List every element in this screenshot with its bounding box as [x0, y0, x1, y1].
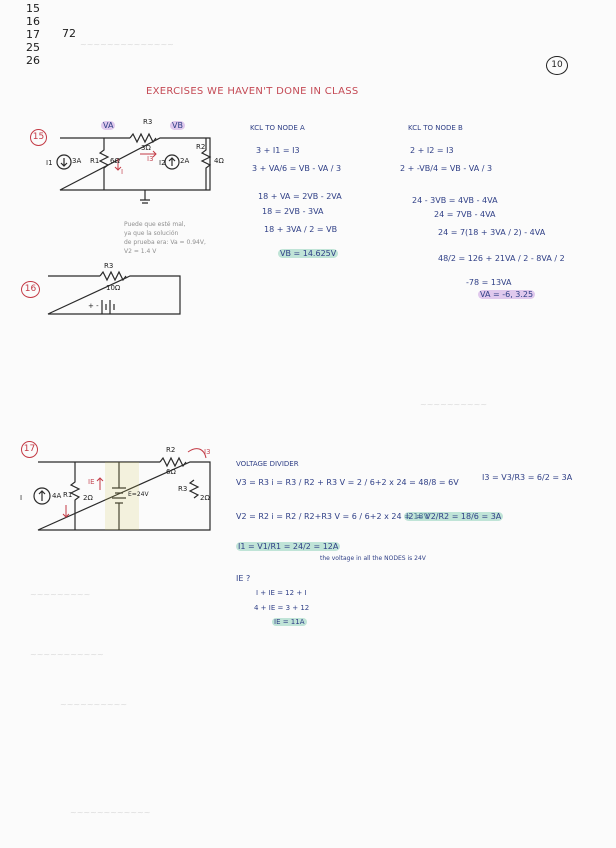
i3-label: I3 [204, 448, 211, 456]
ie-label: IE [88, 478, 95, 486]
circuit-15 [57, 134, 210, 203]
page-number: 10 [546, 56, 568, 75]
ie-line: I + IE = 12 + I [256, 589, 307, 597]
r1-current-label: I [121, 168, 124, 176]
kcl-b-line: 48/2 = 126 + 21VA / 2 - 8VA / 2 [438, 254, 565, 263]
r1-label: R1 [63, 491, 73, 499]
r2-label: R2 [166, 446, 176, 454]
bleed-through-text: ~~~~~~~~~~ [60, 700, 128, 709]
r3-label: R3 [178, 485, 188, 493]
r2-value: 6Ω [166, 468, 176, 476]
pencil-note: Puede que esté mal, ya que la solución de prueba era: Va = 0.94V, V2 = 1.4 V [124, 221, 206, 255]
vd-line-2: V2 = R2 i = R2 / R2+R3 V = 6 / 6+2 x 24 = 18V [236, 512, 429, 521]
kcl-a-line: 18 + 3VA / 2 = VB [264, 225, 338, 234]
i2-label: I2 [159, 159, 166, 167]
vd-note: the voltage in all the NODES is 24V [320, 555, 426, 562]
kcl-b-line: -78 = 13VA [466, 278, 512, 287]
i1-label: I1 [46, 159, 53, 167]
problem-number: 15 [30, 129, 47, 146]
r1-value: 6Ω [110, 157, 120, 165]
kcl-b-line: 2 + -VB/4 = VB - VA / 3 [400, 164, 493, 173]
kcl-b-line: 2 + I2 = I3 [410, 146, 454, 155]
vd-line-1: V3 = R3 i = R3 / R2 + R3 V = 2 / 6+2 x 24 = 48/8 = 6V [236, 478, 459, 487]
kcl-a-line: 18 = 2VB - 3VA [262, 207, 324, 216]
top-left-list: 15 16 17 25 26 [26, 2, 40, 67]
r1-label: R1 [90, 157, 100, 165]
ie-heading: IE ? [236, 574, 251, 583]
problem-number: 16 [21, 281, 40, 298]
source-value: 4A [52, 492, 62, 500]
vd-line-1-side: I3 = V3/R3 = 6/2 = 3A [482, 473, 573, 482]
source-current-label: I [20, 494, 23, 502]
node-b-label: VB [172, 121, 183, 130]
kcl-a-line: 3 + I1 = I3 [256, 146, 300, 155]
kcl-a-line: 18 + VA = 2VB - 2VA [258, 192, 342, 201]
ie-line: 4 + IE = 3 + 12 [254, 604, 310, 612]
circuit-16 [48, 272, 180, 314]
kcl-b-line: 24 = 7VB - 4VA [434, 210, 496, 219]
voltage-divider-heading: VOLTAGE DIVIDER [236, 460, 299, 468]
bleed-through-text: ~~~~~~~~~~~~ [70, 808, 151, 817]
current-arrow-i [63, 505, 69, 517]
r3-label: R3 [143, 118, 153, 126]
kcl-b-line: 24 = 7(18 + 3VA / 2) - 4VA [438, 228, 546, 237]
source1-value: 3A [72, 157, 82, 165]
r3-value: 3Ω [141, 144, 151, 152]
bleed-through-text: ~~~~~~~~~~~ [30, 650, 104, 659]
page-title: EXERCISES WE HAVEN'T DONE IN CLASS [146, 86, 359, 97]
current-arrow-ie [97, 478, 103, 490]
kcl-b-result: VA = -6, 3.25 [480, 290, 534, 299]
kcl-b-line: 24 - 3VB = 4VB - 4VA [412, 196, 498, 205]
r-label: R3 [104, 262, 114, 270]
bleed-through-text: ~~~~~~~~~~ [420, 400, 488, 409]
r1-value: 2Ω [83, 494, 93, 502]
r2-label: R2 [196, 143, 206, 151]
vd-line-2-side: I2 = V2/R2 = 18/6 = 3A [406, 512, 502, 521]
bleed-through-text: ~~~~~~~~~~~~~~ [80, 40, 174, 49]
kcl-a-line: 3 + VA/6 = VB - VA / 3 [252, 164, 342, 173]
problem-number: 17 [21, 441, 38, 458]
vd-line-3: I1 = V1/R1 = 24/2 = 12A [238, 542, 339, 551]
r3-value: 2Ω [200, 494, 210, 502]
r-value: 10Ω [106, 284, 121, 292]
kcl-a-heading: KCL TO NODE A [250, 124, 305, 132]
source2-value: 2A [180, 157, 190, 165]
top-note: 72 [62, 27, 76, 40]
node-a-label: VA [103, 121, 114, 130]
kcl-a-result: VB = 14.625V [280, 249, 337, 258]
r2-value: 4Ω [214, 157, 224, 165]
bleed-through-text: ~~~~~~~~~ [30, 590, 91, 599]
kcl-b-heading: KCL TO NODE B [408, 124, 463, 132]
source-voltage: E=24V [128, 491, 149, 498]
i3-label: I3 [147, 155, 154, 163]
polarity-label: + - [88, 302, 99, 310]
ie-result: IE = 11A [274, 618, 305, 626]
